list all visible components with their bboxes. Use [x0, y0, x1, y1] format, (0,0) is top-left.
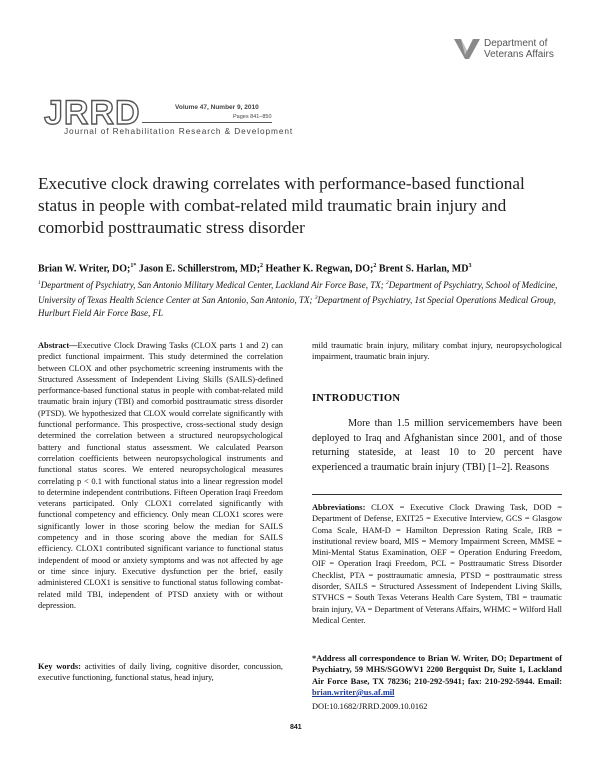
va-wordmark [484, 38, 554, 60]
article-title: Executive clock drawing correlates with performance-based functional status in people with combat-related mild traumatic brain injury and comorbid posttraumatic stress disorder [38, 174, 525, 237]
journal-name: Journal of Rehabilitation Research & Development [64, 126, 294, 136]
footnote-divider [312, 494, 562, 495]
author-3: Heather K. Regwan, DO; [265, 263, 374, 275]
abstract [38, 340, 283, 611]
abbreviations-label: Abbreviations: [312, 503, 366, 512]
affil-3-num: 3 [314, 295, 318, 301]
affiliations [38, 277, 568, 320]
author-3-sup: 2 [373, 263, 377, 269]
affil-2-num: 2 [386, 280, 389, 286]
abstract-label: Abstract— [38, 341, 78, 350]
author-4: Brent S. Harlan, MD [378, 263, 469, 275]
va-seal-icon [452, 36, 482, 62]
jrrd-logo: JRRD [44, 94, 141, 132]
affil-1-num: 1 [38, 280, 41, 286]
affil-1: Department of Psychiatry, San Antonio Military Medical Center, Lackland Air Force Base, TX; [40, 280, 386, 290]
author-1-sup: 1* [130, 263, 137, 269]
page-number: 841 [290, 724, 302, 731]
keywords-text: activities of daily living, cognitive disorder, concussion, executive functioning, functional status, head injury, [38, 662, 284, 683]
author-2-sup: 2 [260, 263, 264, 269]
abbreviations [312, 502, 562, 626]
keywords-label: Key words: [38, 662, 81, 671]
volume-info: Volume 47, Number 9, 2010 [175, 104, 259, 111]
keywords-continued: mild traumatic brain injury, military combat injury, neuropsychological impairment, traumatic brain injury. [312, 341, 562, 362]
introduction-heading: INTRODUCTION [312, 393, 401, 404]
abbreviations-text: CLOX = Executive Clock Drawing Task, DOD = Department of Defense, EXIT25 = Executive Interview, GCS = Glasgow Coma Scale, HAM-D = Hamilton Depression Rating Scale, IRB = institutional review board, MIS = Memory Impairment Screen, MMSE = Mini-Mental Status Examination, OEF = Operation Enduring Freedom, OIF = Operation Iraqi Freedom, PCL = Posttraumatic Stress Disorder Checklist, PTA = posttraumatic amnesia, PTSD = posttraumatic stress disorder, SAILS = Structured Assessment of Independent Living Skills, STVHCS = South Texas Veterans Health Care System, TBI = traumatic brain injury, VA = Department of Veterans Affairs, WHMC = Wilford Hall Medical Center. [312, 503, 562, 625]
header-divider [142, 122, 272, 123]
introduction-text [312, 417, 562, 476]
author-4-sup: 3 [468, 263, 472, 269]
author-list [38, 263, 568, 274]
keywords [38, 661, 283, 684]
author-2: Jason E. Schillerstrom, MD; [138, 263, 261, 275]
affil-2: Department of Psychiatry, School of Medicine, University of Texas Health Science Center at San Antonio, San Antonio, TX; [38, 280, 558, 305]
author-1: Brian W. Writer, DO; [38, 263, 131, 275]
introduction-paragraph: More than 1.5 million servicemembers have been deployed to Iraq and Afghanistan since 2001, and of those returning stateside, at least 10 to 20 percent have experienced a traumatic brain injury (TBI) [1–2]. Reasons [312, 418, 562, 474]
abstract-text: Executive Clock Drawing Tasks (CLOX parts 1 and 2) can predict functional impairment. This study determined the correlation between CLOX and other psychometric screening instruments with the Structured Assessment of Independent Living Skills (SAILS)-defined performance-based functional status in people with combat-related mild traumatic brain injury (TBI) and comorbid posttraumatic stress disorder (PTSD). We hypothesized that CLOX would correlate significantly with functional performance. This prospective, cross-sectional study design determined the correlation between a structured neuropsychological battery and functional status assessment. We calculated Pearson correlation coefficients between neuropsychological instruments and functional status scores. We entered neuropsychological measures correlating p < 0.1 with functional status into a linear regression model to determine independent contributions. Fifteen Operation Iraqi Freedom veterans participated. Only CLOX1 correlated significantly with functional competency and efficiency. Only mean CLOX1 scores were significantly lower in those scoring below the median for SAILS competency and in those scoring above the median for SAILS efficiency. CLOX1 contributed significant variance to functional status independent of mood or anxiety symptoms and was not affected by age or time since injury. Executive dysfunction per the brief, easily administered CLOX1 is sensitive to functional status following combat-related mild TBI, independent of PTSD anxiety with or without depression. [38, 341, 283, 610]
correspondence [312, 653, 562, 698]
page-range: Pages 841–850 [233, 114, 272, 120]
affil-3: Department of Psychiatry, 1st Special Operations Medical Group, Hurlburt Field Air Force Base, FL [38, 295, 556, 318]
doi: DOI:10.1682/JRRD.2009.10.0162 [312, 702, 428, 711]
email-link[interactable]: brian.writer@us.af.mil [312, 687, 395, 697]
va-line1: Department of [484, 38, 548, 49]
correspondence-text: *Address all correspondence to Brian W. Writer, DO; Department of Psychiatry, 59 MHS/SGOWV1 2200 Bergquist Dr, Suite 1, Lackland Air Force Base, TX 78236; 210-292-5941; fax: 210-292-5944. Email: [312, 654, 562, 686]
va-line2: Veterans Affairs [484, 49, 554, 60]
